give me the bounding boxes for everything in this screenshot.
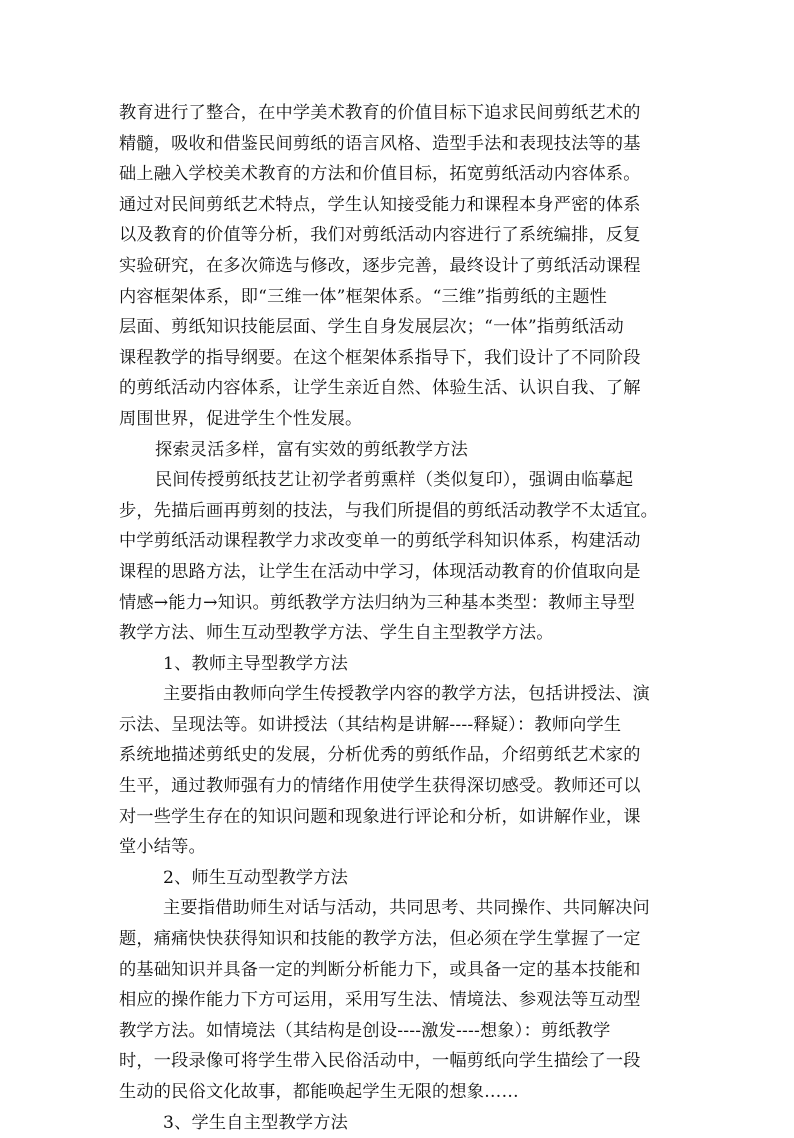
text-line: 情感→能力→知识。剪纸教学方法归纳为三种基本类型：教师主导型 [119, 592, 636, 613]
text-line: 的基础知识并具备一定的判断分析能力下，或具备一定的基本技能和 [119, 959, 641, 980]
text-line: 2、师生互动型教学方法 [163, 867, 349, 888]
text-line: 堂小结等。 [119, 837, 206, 858]
text-line: 课程的思路方法，让学生在活动中学习，体现活动教育的价值取向是 [119, 561, 641, 582]
text-line: 通过对民间剪纸艺术特点，学生认知接受能力和课程本身严密的体系 [119, 194, 641, 215]
text-line: 以及教育的价值等分析，我们对剪纸活动内容进行了系统编排，反复 [119, 225, 641, 246]
text-line: 教学方法。如情境法（其结构是创设----激发----想象）：剪纸教学 [119, 1020, 611, 1041]
text-line: 时，一段录像可将学生带入民俗活动中，一幅剪纸向学生描绘了一段 [119, 1051, 641, 1072]
text-line: 主要指借助师生对话与活动，共同思考、共同操作、共同解决问 [163, 898, 650, 919]
text-line: 内容框架体系，即“三维一体”框架体系。“三维”指剪纸的主题性 [119, 286, 608, 307]
text-line: 系统地描述剪纸史的发展，分析优秀的剪纸作品，介绍剪纸艺术家的 [119, 745, 641, 766]
text-line: 生动的民俗文化故事，都能唤起学生无限的想象…… [119, 1082, 519, 1102]
text-line: 相应的操作能力下方可运用，采用写生法、情境法、参观法等互动型 [119, 990, 641, 1011]
text-line: 题，痛痛快快获得知识和技能的教学方法，但必须在学生掌握了一定 [119, 929, 641, 950]
text-line: 础上融入学校美术教育的方法和价值目标，拓宽剪纸活动内容体系。 [119, 164, 641, 185]
text-line: 对一些学生存在的知识问题和现象进行评论和分析，如讲解作业，课 [119, 806, 641, 827]
text-line: 民间传授剪纸技艺让初学者剪熏样（类似复印），强调由临摹起 [155, 470, 634, 491]
text-line: 周围世界，促进学生个性发展。 [119, 408, 363, 429]
text-line: 教学方法、师生互动型教学方法、学生自主型教学方法。 [119, 623, 554, 644]
text-line: 中学剪纸活动课程教学力求改变单一的剪纸学科知识体系，构建活动 [119, 531, 641, 552]
text-line: 精髓，吸收和借鉴民间剪纸的语言风格、造型手法和表现技法等的基 [119, 133, 641, 154]
text-line: 生平，通过教师强有力的情绪作用使学生获得深切感受。教师还可以 [119, 776, 641, 797]
document-body [119, 98, 677, 1138]
text-line: 步，先描后画再剪刻的技法，与我们所提倡的剪纸活动教学不太适宜。 [119, 500, 659, 521]
text-line: 教育进行了整合，在中学美术教育的价值目标下追求民间剪纸艺术的 [119, 103, 641, 123]
text-line: 实验研究，在多次筛选与修改，逐步完善，最终设计了剪纸活动课程 [119, 255, 641, 276]
text-line: 层面、剪纸知识技能层面、学生自身发展层次；“一体”指剪纸活动 [119, 317, 624, 338]
text-line: 3、学生自主型教学方法 [163, 1112, 349, 1133]
text-line: 1、教师主导型教学方法 [163, 653, 349, 674]
text-line: 的剪纸活动内容体系，让学生亲近自然、体验生活、认识自我、了解 [119, 378, 641, 399]
text-line: 示法、呈现法等。如讲授法（其结构是讲解----释疑）：教师向学生 [119, 714, 622, 735]
text-line: 主要指由教师向学生传授教学内容的教学方法，包括讲授法、演 [163, 684, 650, 705]
text-line: 探索灵活多样，富有实效的剪纸教学方法 [155, 439, 468, 460]
text-line: 课程教学的指导纲要。在这个框架体系指导下，我们设计了不同阶段 [119, 347, 641, 368]
